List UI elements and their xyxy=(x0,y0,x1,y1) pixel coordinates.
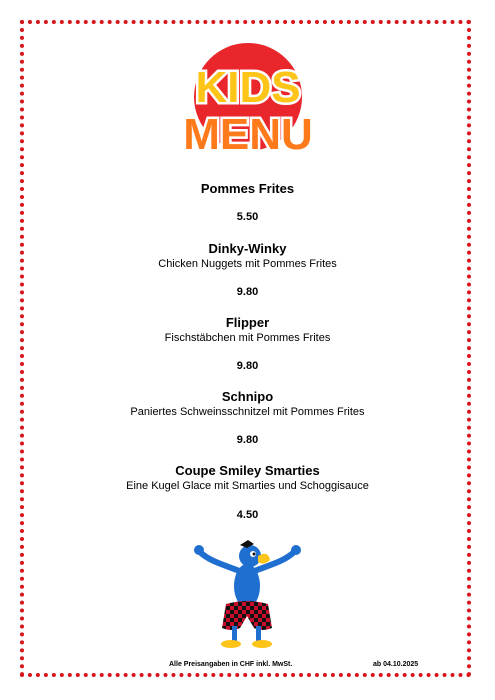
item-name: Dinky-Winky xyxy=(208,241,287,256)
footer-valid-date: ab 04.10.2025 xyxy=(373,661,419,668)
item-description: Eine Kugel Glace mit Smarties und Schoggisauce xyxy=(126,480,369,492)
item-description: Paniertes Schweinsschnitzel mit Pommes Frites xyxy=(130,406,365,418)
logo-line-menu: MENU xyxy=(183,110,313,159)
logo-line-kids: KIDS xyxy=(195,63,301,112)
item-name: Flipper xyxy=(225,315,270,330)
item-price: 9.80 xyxy=(236,286,259,298)
item-name: Pommes Frites xyxy=(200,181,295,196)
item-description: Chicken Nuggets mit Pommes Frites xyxy=(158,258,337,270)
item-price: 9.80 xyxy=(236,360,259,372)
item-description: Fischstäbchen mit Pommes Frites xyxy=(164,332,331,344)
item-name: Coupe Smiley Smarties xyxy=(175,463,320,478)
footer-price-note: Alle Preisangaben in CHF inkl. MwSt. xyxy=(169,661,293,668)
mascot-illustration xyxy=(190,538,305,654)
item-name: Schnipo xyxy=(221,389,274,404)
item-price: 4.50 xyxy=(236,509,259,521)
kids-menu-logo xyxy=(181,42,315,164)
item-price: 5.50 xyxy=(236,211,259,223)
item-price: 9.80 xyxy=(236,434,259,446)
